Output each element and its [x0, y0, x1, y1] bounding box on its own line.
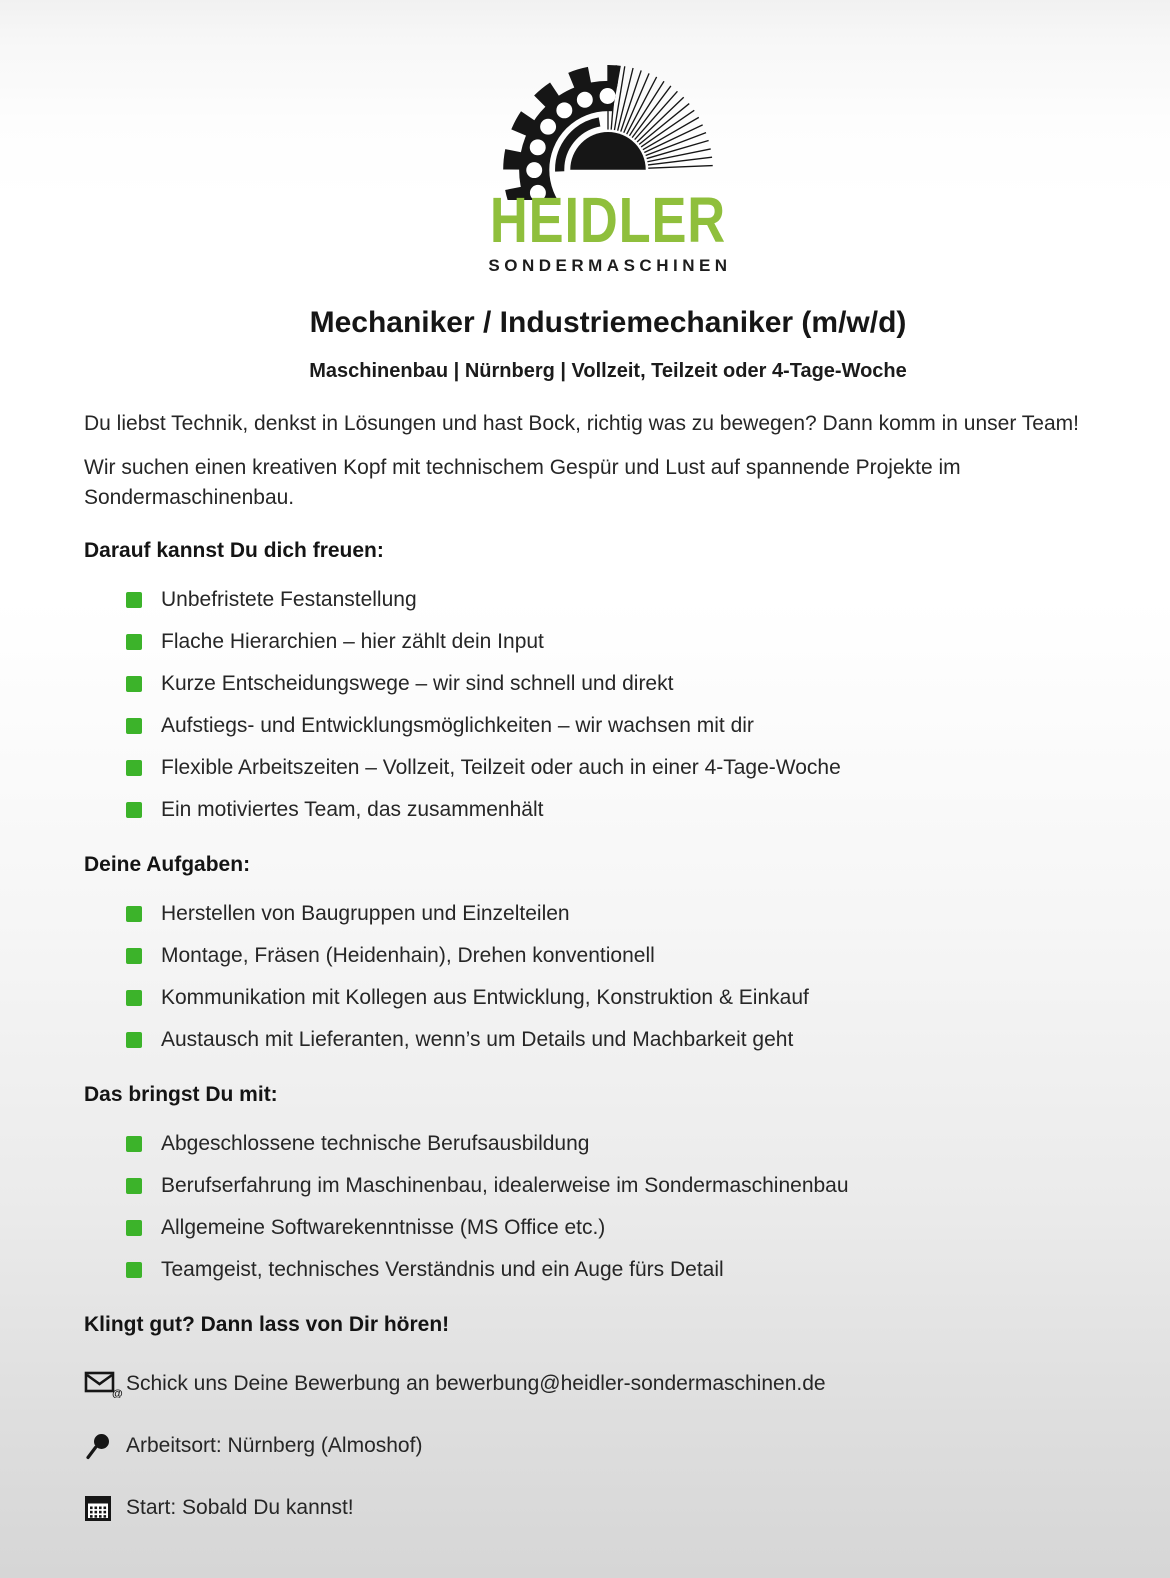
- list-item: [126, 945, 1132, 967]
- list-item: [126, 673, 1132, 695]
- list-item-text: Montage, Fräsen (Heidenhain), Drehen konventionell: [161, 943, 655, 967]
- list-item-text: Kurze Entscheidungswege – wir sind schnell und direkt: [161, 671, 674, 695]
- company-logo: [84, 44, 1132, 276]
- profile-list: [84, 1133, 1132, 1281]
- calendar-icon: [84, 1494, 126, 1522]
- benefits-list: [84, 589, 1132, 821]
- list-item-text: Berufserfahrung im Maschinenbau, idealerweise im Sondermaschinenbau: [161, 1173, 849, 1197]
- list-item: [126, 757, 1132, 779]
- list-item: [126, 715, 1132, 737]
- list-item: [126, 631, 1132, 653]
- list-item: [126, 1259, 1132, 1281]
- list-item-text: Kommunikation mit Kollegen aus Entwicklung, Konstruktion & Einkauf: [161, 985, 809, 1009]
- contact-text: Arbeitsort: Nürnberg (Almoshof): [126, 1433, 423, 1457]
- page-title: Mechaniker / Industriemechaniker (m/w/d): [309, 305, 907, 339]
- bullet-square-icon: [126, 1032, 142, 1048]
- contact-text: Schick uns Deine Bewerbung an bewerbung@heidler-sondermaschinen.de: [126, 1372, 826, 1396]
- email-icon: [84, 1371, 126, 1398]
- location-pin-icon: [84, 1432, 126, 1460]
- bullet-square-icon: [126, 1220, 142, 1236]
- contact-row-email: [84, 1371, 1132, 1398]
- list-item: [126, 987, 1132, 1009]
- list-item-text: Aufstiegs- und Entwicklungsmöglichkeiten – wir wachsen mit dir: [161, 713, 754, 737]
- bullet-square-icon: [126, 906, 142, 922]
- list-item-text: Teamgeist, technisches Verständnis und ein Auge fürs Detail: [161, 1257, 724, 1281]
- gear-sunburst-icon: [499, 44, 717, 200]
- section-heading-benefits: Darauf kannst Du dich freuen:: [84, 538, 384, 562]
- section-heading-tasks: Deine Aufgaben:: [84, 852, 251, 876]
- bullet-square-icon: [126, 802, 142, 818]
- list-item-text: Ein motiviertes Team, das zusammenhält: [161, 797, 544, 821]
- svg-text:@: @: [112, 1387, 123, 1398]
- intro-paragraph-2: Wir suchen einen kreativen Kopf mit technischem Gespür und Lust auf spannende Projekte im Sondermaschinenbau.: [84, 455, 961, 509]
- tasks-list: [84, 903, 1132, 1051]
- intro-paragraph-1: Du liebst Technik, denkst in Lösungen und hast Bock, richtig was zu bewegen? Dann komm in unser Team!: [84, 411, 1079, 435]
- list-item: [126, 1029, 1132, 1051]
- bullet-square-icon: [126, 1136, 142, 1152]
- contact-row-start: [84, 1494, 1132, 1522]
- outro-heading: Klingt gut? Dann lass von Dir hören!: [84, 1312, 450, 1336]
- list-item-text: Allgemeine Softwarekenntnisse (MS Office etc.): [161, 1215, 606, 1239]
- list-item: [126, 799, 1132, 821]
- list-item: [126, 589, 1132, 611]
- list-item-text: Abgeschlossene technische Berufsausbildung: [161, 1131, 590, 1155]
- list-item: [126, 903, 1132, 925]
- list-item-text: Herstellen von Baugruppen und Einzelteilen: [161, 901, 570, 925]
- list-item-text: Flache Hierarchien – hier zählt dein Input: [161, 629, 544, 653]
- list-item: [126, 1217, 1132, 1239]
- bullet-square-icon: [126, 718, 142, 734]
- contact-row-location: [84, 1432, 1132, 1460]
- bullet-square-icon: [126, 1178, 142, 1194]
- page-subtitle: Maschinenbau | Nürnberg | Vollzeit, Teilzeit oder 4-Tage-Woche: [309, 359, 907, 382]
- list-item-text: Flexible Arbeitszeiten – Vollzeit, Teilzeit oder auch in einer 4-Tage-Woche: [161, 755, 841, 779]
- section-heading-profile: Das bringst Du mit:: [84, 1082, 278, 1106]
- list-item-text: Austausch mit Lieferanten, wenn’s um Details und Machbarkeit geht: [161, 1027, 794, 1051]
- list-item: [126, 1175, 1132, 1197]
- bullet-square-icon: [126, 634, 142, 650]
- bullet-square-icon: [126, 592, 142, 608]
- logo-brand-text: HEIDLER: [489, 184, 727, 256]
- list-item: [126, 1133, 1132, 1155]
- contact-text: Start: Sobald Du kannst!: [126, 1495, 354, 1519]
- list-item-text: Unbefristete Festanstellung: [161, 587, 417, 611]
- bullet-square-icon: [126, 990, 142, 1006]
- bullet-square-icon: [126, 1262, 142, 1278]
- logo-tagline: SONDERMASCHINEN: [488, 255, 732, 275]
- bullet-square-icon: [126, 948, 142, 964]
- bullet-square-icon: [126, 760, 142, 776]
- bullet-square-icon: [126, 676, 142, 692]
